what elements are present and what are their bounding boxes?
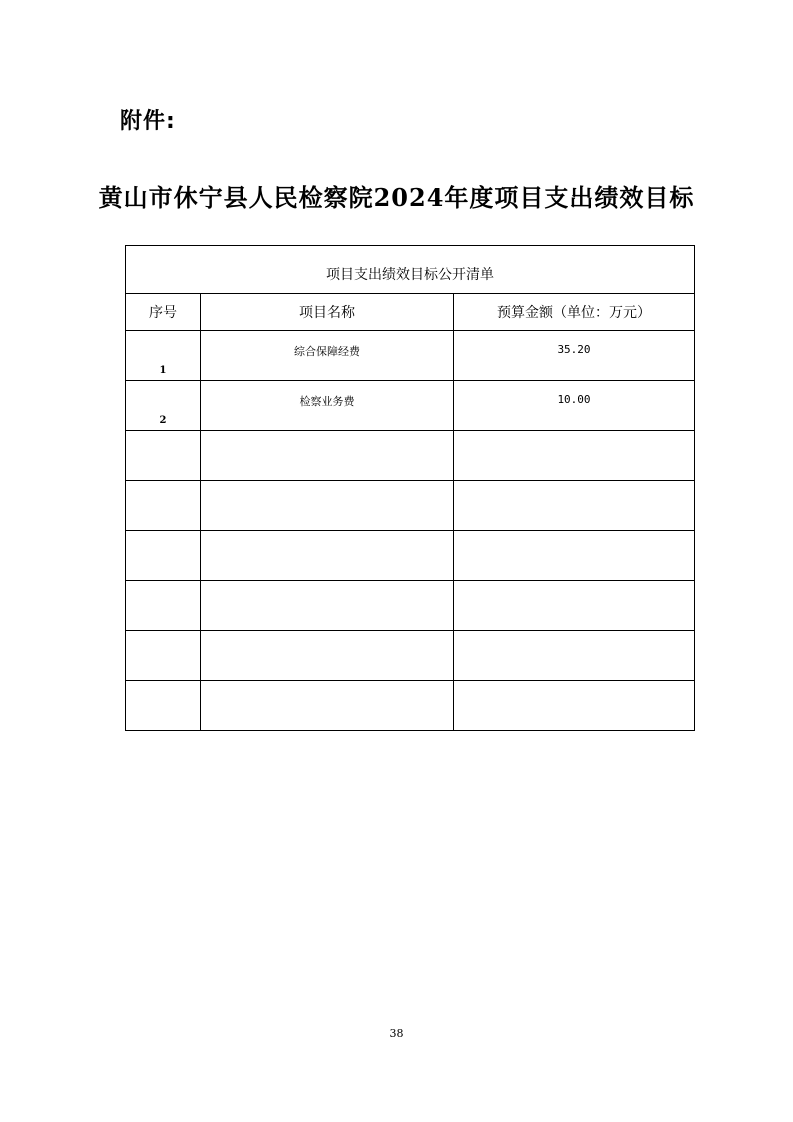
row-budget <box>454 431 695 481</box>
page-number: 38 <box>389 1027 404 1040</box>
row-index <box>126 581 201 631</box>
table-row <box>126 531 695 581</box>
row-project-name: 综合保障经费 <box>201 331 454 381</box>
row-index: 2 <box>126 381 201 431</box>
table-row <box>126 481 695 531</box>
row-project-name <box>201 631 454 681</box>
document-title: 黄山市休宁县人民检察院2024年度项目支出绩效目标 <box>98 183 695 212</box>
row-index <box>126 431 201 481</box>
row-index: 1 <box>126 331 201 381</box>
row-budget <box>454 631 695 681</box>
table-row <box>126 431 695 481</box>
row-budget: 10.00 <box>454 381 695 431</box>
table-caption: 项目支出绩效目标公开清单 <box>126 246 695 294</box>
table-row <box>126 631 695 681</box>
table-row <box>126 681 695 731</box>
attachment-label: 附件: <box>120 109 176 134</box>
row-index <box>126 531 201 581</box>
header-project-name: 项目名称 <box>201 294 454 331</box>
header-index: 序号 <box>126 294 201 331</box>
table-row <box>126 381 695 431</box>
row-project-name: 检察业务费 <box>201 381 454 431</box>
table-row <box>126 331 695 381</box>
row-project-name <box>201 531 454 581</box>
budget-table <box>125 245 695 731</box>
row-budget: 35.20 <box>454 331 695 381</box>
row-budget <box>454 681 695 731</box>
header-budget-amount: 预算金额（单位：万元） <box>454 294 695 331</box>
row-index <box>126 681 201 731</box>
row-budget <box>454 581 695 631</box>
table-row <box>126 581 695 631</box>
row-index <box>126 481 201 531</box>
row-budget <box>454 531 695 581</box>
row-project-name <box>201 681 454 731</box>
row-index <box>126 631 201 681</box>
row-project-name <box>201 481 454 531</box>
row-budget <box>454 481 695 531</box>
row-project-name <box>201 431 454 481</box>
row-project-name <box>201 581 454 631</box>
